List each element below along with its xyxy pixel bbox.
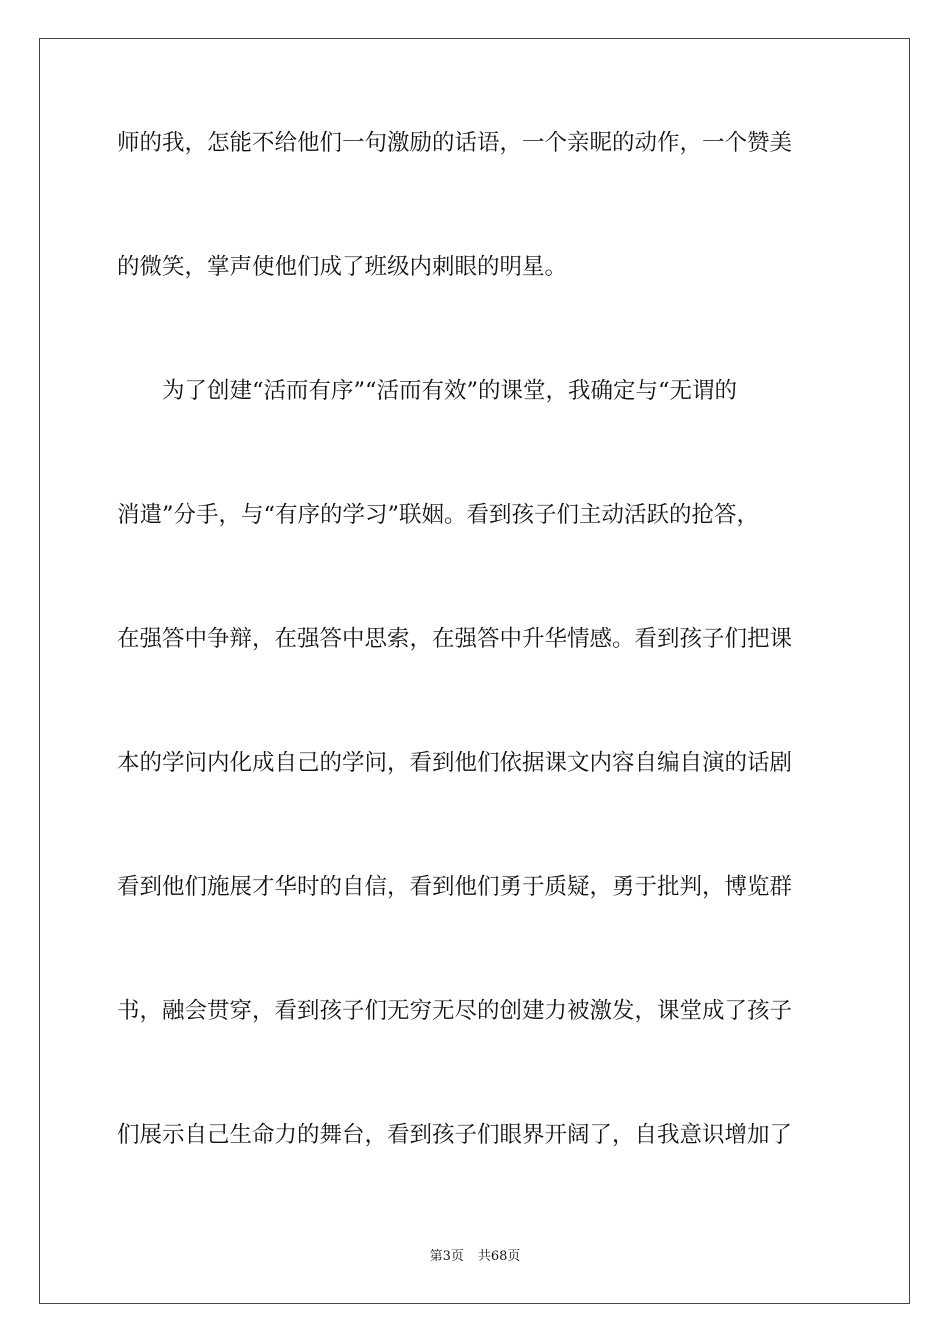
document-body: [117, 128, 835, 1150]
text-line: 书，融会贯穿，看到孩子们无穷无尽的创建力被激发，课堂成了孩子: [117, 998, 793, 1024]
text-line: 们展示自己生命力的舞台，看到孩子们眼界开阔了，自我意识增加了: [117, 1122, 793, 1148]
text-line: 的微笑，掌声使他们成了班级内刺眼的明星。: [117, 254, 568, 280]
text-line: 本的学问内化成自己的学问，看到他们依据课文内容自编自演的话剧: [117, 750, 793, 776]
text-line: 消遣”分手，与“有序的学习”联姻。看到孩子们主动活跃的抢答，: [117, 502, 760, 528]
total-pages-label: 共68页: [477, 1249, 521, 1264]
text-line: 师的我，怎能不给他们一句激励的话语，一个亲昵的动作，一个赞美: [117, 130, 793, 156]
text-line: 为了创建“活而有序”“活而有效”的课堂，我确定与“无谓的: [117, 378, 738, 404]
current-page-label: 第3页: [429, 1249, 464, 1264]
text-line: 看到他们施展才华时的自信，看到他们勇于质疑，勇于批判，博览群: [117, 874, 793, 900]
text-line: 在强答中争辩，在强答中思索，在强答中升华情感。看到孩子们把课: [117, 626, 793, 652]
page-footer: [0, 1248, 950, 1266]
